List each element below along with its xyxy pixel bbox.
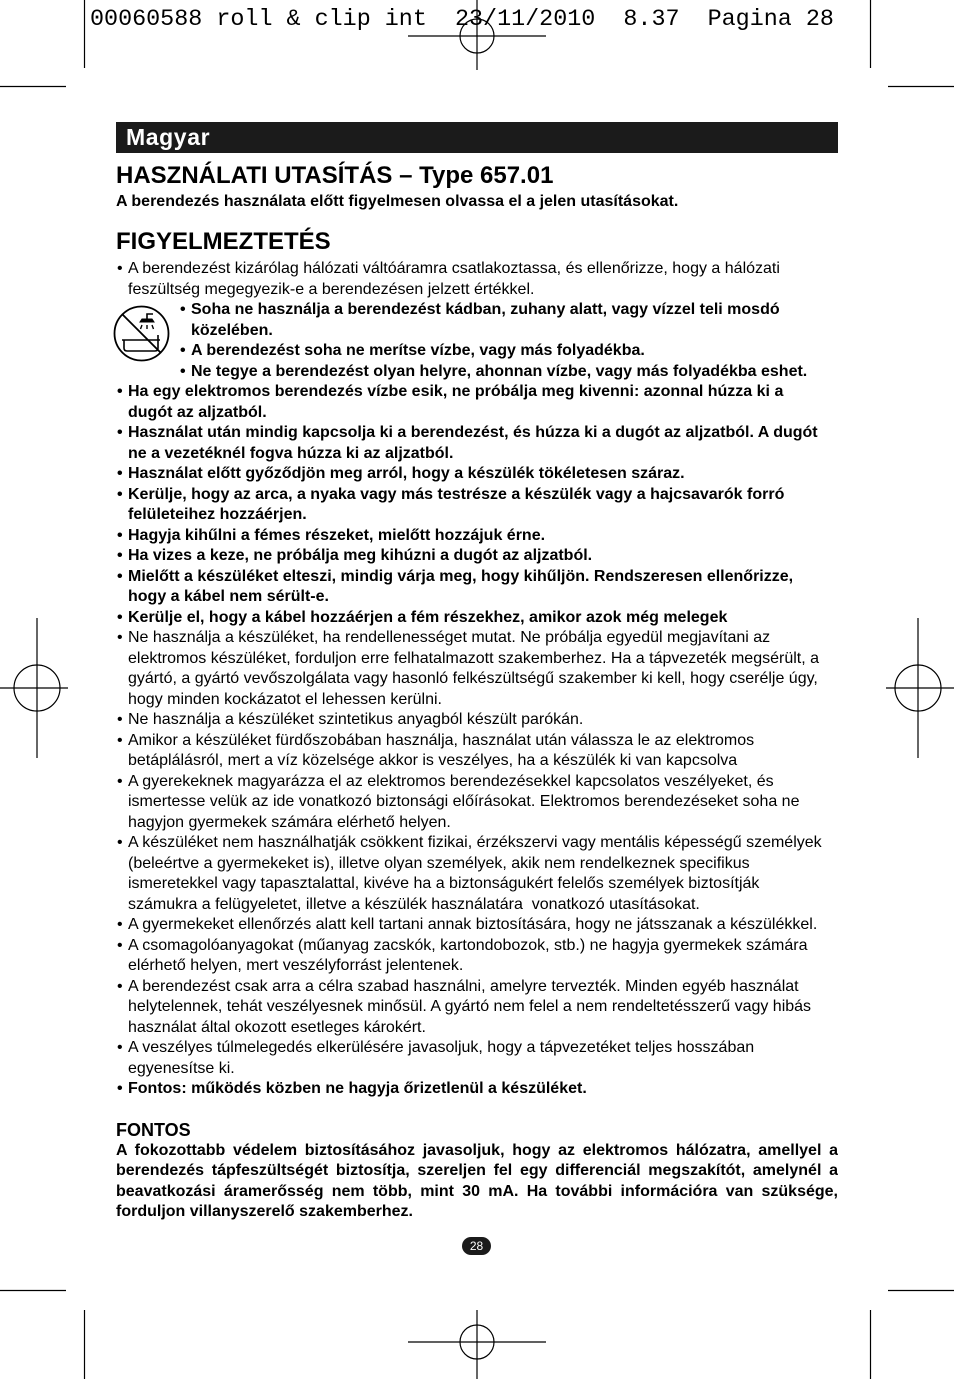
bullet: • (117, 485, 123, 503)
bullet: • (117, 608, 123, 626)
bullet: • (180, 301, 186, 318)
warning-item (116, 423, 838, 464)
warning-item-line: hogy a kábel nem sérült-e. (128, 588, 329, 605)
registration-mark-circle (14, 665, 60, 711)
important-text-line: beavatkozási áramerősség nem több, mint 30 mA. Ha további információra van szüksége, (116, 1182, 838, 1200)
language-label: Magyar (126, 124, 211, 150)
warning-item-line: Használat után mindig kapcsolja ki a berendezést, és húzza ki a dugót az aljzatból. A dugót (128, 424, 818, 441)
section-heading-important: FONTOS (116, 1120, 191, 1140)
warning-item-line: gyártó, a gyártó vevőszolgálata vagy hasonló felkészültségű szakember ki kell, hogy cserélje úgy, (128, 670, 818, 687)
warning-item-line: Ha egy elektromos berendezés vízbe esik, ne próbálja meg kivenni: azonnal húzza ki a (128, 383, 784, 400)
warning-item-line: betáplálásról, mert a víz közelsége akkor is veszélyes, ha a készülék ki van kapcsolva (128, 752, 738, 769)
warning-list (116, 259, 838, 1100)
warning-item-line: ismertesse velük az ide vonatkozó biztonsági előírásokat. Elektromos berendezéseket soha ne (128, 793, 800, 810)
warning-item (116, 567, 838, 608)
bullet: • (117, 731, 123, 749)
warning-item-line: közelében. (191, 321, 273, 339)
warning-item (116, 1079, 838, 1100)
warning-item-line: helytelennek, tehát veszélyesnek minősül. A gyártó nem felel a nem rendeltetésszerű vagy hibás (128, 998, 812, 1015)
warning-item-line: használat által okozott esetleges károkért. (128, 1018, 426, 1036)
warning-item (116, 915, 838, 936)
warning-item (116, 546, 838, 567)
warning-item (180, 362, 838, 383)
bullet: • (117, 260, 123, 277)
warning-item (116, 628, 838, 710)
warning-item (116, 936, 838, 977)
bullet: • (117, 383, 123, 400)
warning-item-line: Kerülje el, hogy a kábel hozzáérjen a fém részekhez, amikor azok még melegek (128, 608, 728, 626)
warning-item (180, 300, 838, 341)
warning-item-line: A csomagolóanyagokat (műanyag zacskók, kartondobozok, stb.) ne hagyja gyermekek számára (128, 936, 808, 954)
warning-item (116, 259, 838, 300)
warning-item-line: Ne használja a készüléket szintetikus anyagból készült parókán. (128, 711, 584, 728)
warning-item-group (116, 259, 838, 300)
important-text-line: A fokozottabb védelem biztosításához javasoljuk, hogy az elektromos hálózatra, amellyel a (116, 1141, 838, 1159)
bullet: • (117, 834, 123, 851)
warning-item-line: ismeretekkel vagy tapasztalattal, kivéve ha a biztonságukért felelős személyek biztosítják (128, 875, 760, 892)
warning-item-group (116, 382, 838, 1100)
warning-item-line: Kerülje, hogy az arca, a nyaka vagy más testrésze a készülék vagy a hajcsavarók forró (128, 485, 785, 503)
warning-item (116, 464, 838, 485)
warning-item-line: hagyjon gyermekek számára elérhető helyen. (128, 813, 451, 831)
warning-item-line: dugót az aljzatból. (128, 403, 267, 421)
page-title: HASZNÁLATI UTASÍTÁS – Type 657.01 (116, 161, 554, 189)
warning-item (116, 526, 838, 547)
warning-item (116, 731, 838, 772)
warning-item-line: Hagyja kihűlni a fémes részeket, mielőtt hozzájuk érne. (128, 526, 546, 544)
warning-item-line: Ne tegye a berendezést olyan helyre, ahonnan vízbe, vagy más folyadékba eshet. (191, 362, 808, 380)
bullet: • (117, 567, 123, 585)
bullet: • (117, 465, 123, 482)
water-warning-items (180, 300, 838, 382)
warning-item-line: A készüléket nem használhatják csökkent fizikai, érzékszervi vagy mentális képességű személyek (128, 834, 822, 851)
bullet: • (117, 629, 123, 646)
warning-item-line: ne a vezetéknél fogva húzza ki az aljzatból. (128, 444, 454, 462)
registration-mark-circle (895, 665, 941, 711)
warning-item-line: Ne használja a készüléket, ha rendellenességet mutat. Ne próbálja egyedül megjavítani az (128, 629, 771, 646)
warning-item-line: számukra a felügyeletet, illetve a készülék használatára vonatkozó utasításokat. (128, 895, 700, 913)
important-paragraph (116, 1141, 838, 1223)
warning-item-line: A berendezést csak arra a célra szabad használni, amelyre tervezték. Minden egyéb használat (128, 977, 799, 995)
warning-item-line: (beleértve a gyermekeket is), illetve olyan személyek, akik nem rendelkeznek specifikus (128, 854, 750, 872)
warning-item-line: Soha ne használja a berendezést kádban, zuhany alatt, vagy vízzel teli mosdó (191, 301, 780, 318)
bullet: • (117, 977, 123, 995)
important-text-line: forduljon villanyszerelő szakemberhez. (116, 1203, 413, 1220)
print-slug: 00060588 roll & clip int 23/11/2010 8.37 Pagina 28 (90, 7, 834, 33)
warning-item (116, 833, 838, 915)
warning-item-line: egyenesítse ki. (128, 1059, 235, 1077)
warning-item-line: A gyerekeknek magyarázza el az elektromos berendezésekkel kapcsolatos veszélyeket, és (128, 772, 774, 790)
important-text-line: berendezés tápfeszültségét biztosítja, szereljen fel egy differenciál megszakítót, amelynél a (116, 1162, 838, 1179)
warning-item-line: A berendezést kizárólag hálózati váltóáramra csatlakoztassa, és ellenőrizze, hogy a hálózati (128, 260, 780, 277)
warning-item-line: hogy minden kockázatot el lehessen kerülni. (128, 690, 442, 708)
registration-mark-circle (460, 1325, 494, 1359)
language-bar (116, 122, 838, 153)
warning-item-line: elektromos készüléket, forduljon erre felhatalmazott szakemberhez. Ha a tápvezeték megsérült, a (128, 649, 819, 667)
warning-item-line: Használat előtt győződjön meg arról, hogy a készülék tökéletesen száraz. (128, 465, 685, 482)
water-warning-block (116, 300, 838, 382)
bullet: • (117, 1039, 123, 1056)
bullet: • (117, 711, 123, 728)
shower-head (140, 319, 154, 322)
bullet: • (117, 526, 123, 544)
warning-item-line: Ha vizes a keze, ne próbálja meg kihúzni a dugót az aljzatból. (128, 547, 593, 564)
warning-item (116, 710, 838, 731)
warning-item-line: Amikor a készüléket fürdőszobában használja, használat után válassza le az elektromos (128, 731, 755, 749)
warning-item-line: feszültség megegyezik-e a berendezésen jelzett értékkel. (128, 280, 535, 298)
warning-item-line: A gyermekeket ellenőrzés alatt kell tartani annak biztosítására, hogy ne játsszanak a készülékkel. (128, 916, 818, 933)
warning-item (116, 485, 838, 526)
warning-item-line: Fontos: működés közben ne hagyja őrizetlenül a készüléket. (128, 1080, 587, 1097)
warning-item-line: felületeihez hozzáérjen. (128, 506, 307, 523)
warning-item (116, 608, 838, 629)
warning-item (180, 341, 838, 362)
intro-text: A berendezés használata előtt figyelmesen olvassa el a jelen utasításokat. (116, 193, 679, 210)
bullet: • (117, 424, 123, 441)
warning-item (116, 1038, 838, 1079)
warning-item-line: A berendezést soha ne merítse vízbe, vagy más folyadékba. (191, 342, 645, 359)
bullet: • (117, 936, 123, 954)
section-heading-warning: FIGYELMEZTETÉS (116, 227, 331, 255)
no-bath-shower-icon (113, 305, 170, 362)
bullet: • (117, 1080, 123, 1097)
warning-item (116, 977, 838, 1039)
page-number-badge: 28 (462, 1237, 491, 1255)
warning-item-line: elérhető helyen, mert veszélyforrást jelentenek. (128, 957, 464, 974)
warning-item (116, 382, 838, 423)
warning-item-line: A veszélyes túlmelegedés elkerülésére javasoljuk, hogy a tápvezetéket teljes hosszában (128, 1039, 755, 1056)
bullet: • (117, 547, 123, 564)
bullet: • (180, 362, 186, 380)
bullet: • (117, 772, 123, 790)
bullet: • (117, 916, 123, 933)
warning-item-line: Mielőtt a készüléket elteszi, mindig várja meg, hogy kihűljön. Rendszeresen ellenőrizze, (128, 567, 794, 585)
bullet: • (180, 342, 186, 359)
warning-item (116, 772, 838, 834)
